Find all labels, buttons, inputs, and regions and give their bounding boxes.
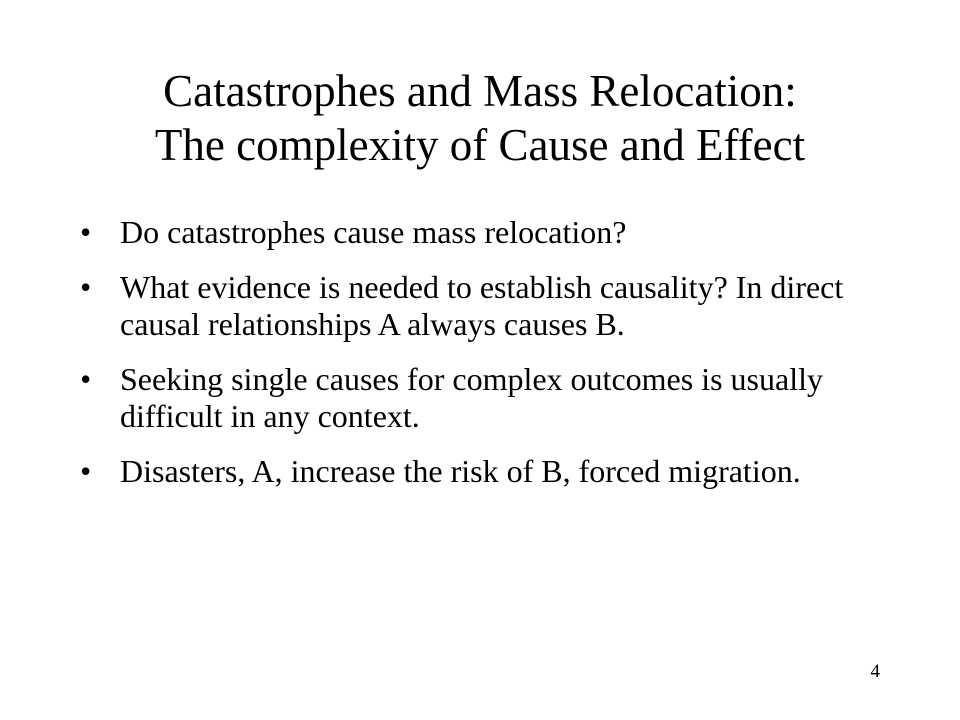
bullet-marker: • <box>80 453 92 489</box>
page-number: 4 <box>870 661 880 682</box>
bullet-text: Do catastrophes cause mass relocation? <box>120 214 627 250</box>
bullet-text: What evidence is needed to establish causality? In direct causal relationships A always causes B. <box>120 269 844 342</box>
bullet-item <box>80 269 900 343</box>
bullet-marker: • <box>80 214 92 250</box>
bullet-text: Disasters, A, increase the risk of B, forced migration. <box>120 453 801 489</box>
slide-title-line-2: The complexity of Cause and Effect <box>154 120 806 170</box>
slide-title-line-1: Catastrophes and Mass Relocation: <box>163 66 797 116</box>
bullet-item <box>80 214 900 251</box>
slide-title <box>40 64 920 172</box>
bullet-list <box>80 214 900 508</box>
bullet-text: Seeking single causes for complex outcomes is usually difficult in any context. <box>120 361 823 434</box>
bullet-marker: • <box>80 269 92 305</box>
bullet-item <box>80 453 900 490</box>
bullet-marker: • <box>80 361 92 397</box>
bullet-item <box>80 361 900 435</box>
